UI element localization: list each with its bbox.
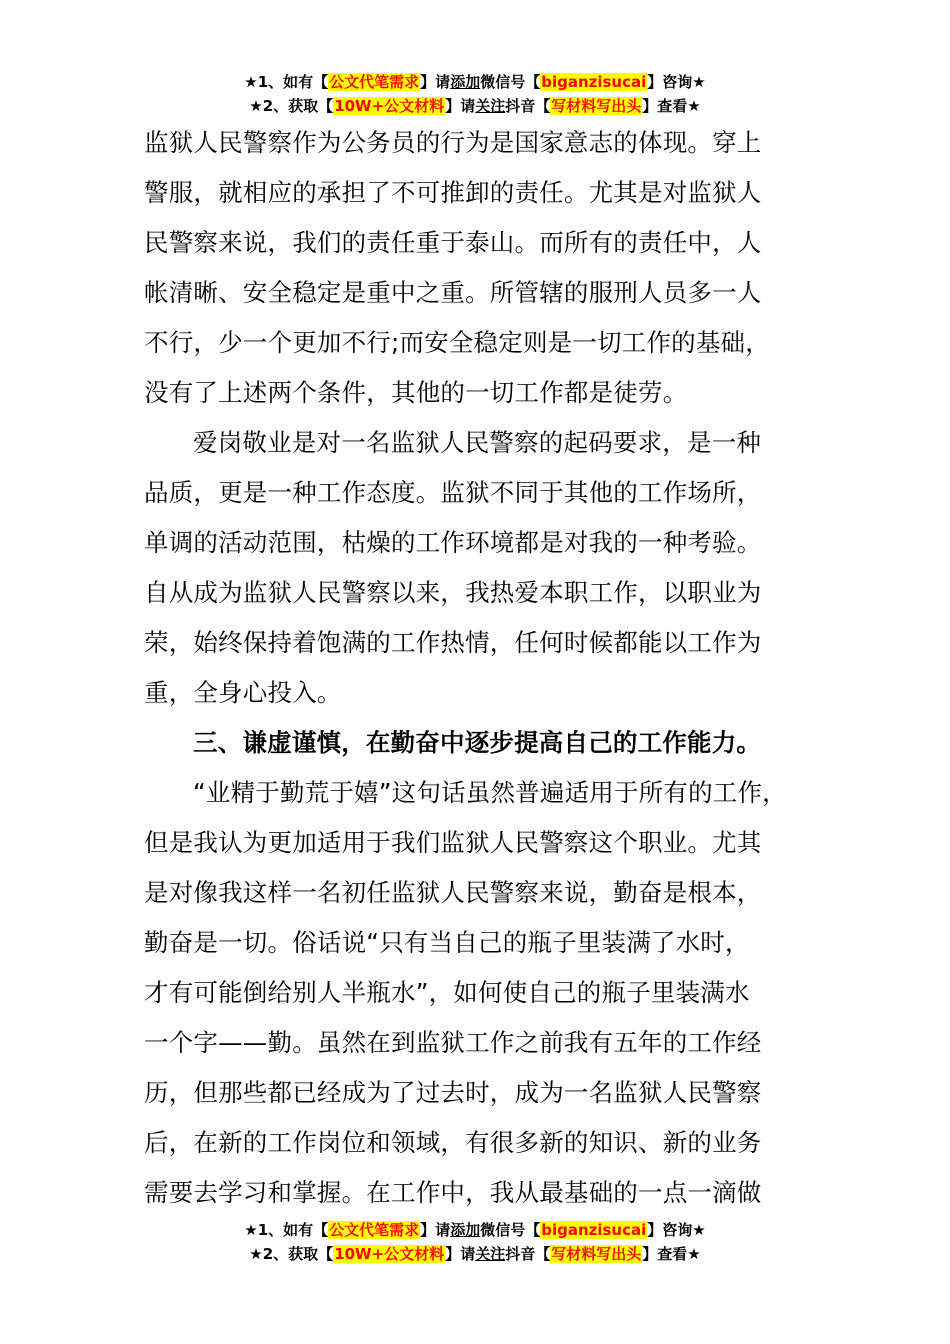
banner-highlight: biganzisucai — [541, 1221, 647, 1239]
body-line: 历，但那些都已经成为了过去时，成为一名监狱人民警察 — [144, 1078, 762, 1107]
banner-underlined: 关注 — [475, 1245, 506, 1263]
body-line: 品质，更是一种工作态度。监狱不同于其他的工作场所， — [144, 478, 762, 507]
section-heading: 三、谦虚谨慎，在勤奋中逐步提高自己的工作能力。 — [193, 728, 762, 757]
body-line: 帐清晰、安全稳定是重中之重。所管辖的服刑人员多一人 — [144, 278, 762, 307]
footer-banner — [0, 1218, 950, 1266]
banner-underlined: 关注 — [475, 97, 506, 115]
banner-text: 抖音【 — [505, 1245, 551, 1263]
body-line: 监狱人民警察作为公务员的行为是国家意志的体现。穿上 — [144, 128, 762, 157]
banner-text: 】请 — [420, 1221, 451, 1239]
banner-text: 】查看★ — [642, 97, 701, 115]
banner-text: 】咨询★ — [647, 1221, 706, 1239]
body-line: 一个字——勤。虽然在到监狱工作之前我有五年的工作经 — [144, 1028, 762, 1057]
banner-text: 】请 — [445, 1245, 476, 1263]
banner-line-2 — [0, 94, 950, 118]
banner-highlight: 10W+公文材料 — [334, 1245, 445, 1263]
banner-text: ★1、如有【 — [244, 1221, 329, 1239]
banner-line-1 — [0, 70, 950, 94]
body-line: 是对像我这样一名初任监狱人民警察来说，勤奋是根本， — [144, 878, 762, 907]
body-line: 勤奋是一切。俗话说“只有当自己的瓶子里装满了水时， — [144, 928, 750, 957]
banner-highlight: 写材料写出头 — [551, 97, 642, 115]
document-body — [144, 118, 814, 1218]
banner-text: 】查看★ — [642, 1245, 701, 1263]
body-line: 不行，少一个更加不行;而安全稳定则是一切工作的基础， — [144, 328, 770, 357]
banner-text: ★1、如有【 — [244, 73, 329, 91]
body-line: 但是我认为更加适用于我们监狱人民警察这个职业。尤其 — [144, 828, 762, 857]
body-line: 需要去学习和掌握。在工作中，我从最基础的一点一滴做 — [144, 1178, 762, 1207]
banner-line-2 — [0, 1242, 950, 1266]
banner-line-1 — [0, 1218, 950, 1242]
banner-text: ★2、获取【 — [249, 1245, 334, 1263]
banner-highlight: biganzisucai — [541, 73, 647, 91]
body-line: 没有了上述两个条件，其他的一切工作都是徒劳。 — [144, 378, 688, 407]
banner-text: 抖音【 — [505, 97, 551, 115]
banner-highlight: 公文代笔需求 — [329, 73, 420, 91]
banner-highlight: 10W+公文材料 — [334, 97, 445, 115]
body-line: 自从成为监狱人民警察以来，我热爱本职工作，以职业为 — [144, 578, 762, 607]
banner-text: ★2、获取【 — [249, 97, 334, 115]
body-line: 重，全身心投入。 — [144, 678, 342, 707]
banner-underlined: 添加 — [450, 73, 481, 91]
body-line: 荣，始终保持着饱满的工作热情，任何时候都能以工作为 — [144, 628, 762, 657]
body-line: 爱岗敬业是对一名监狱人民警察的起码要求，是一种 — [193, 428, 762, 457]
banner-text: 微信号【 — [480, 1221, 541, 1239]
body-line: 单调的活动范围，枯燥的工作环境都是对我的一种考验。 — [144, 528, 762, 557]
body-line: 才有可能倒给别人半瓶水”，如何使自己的瓶子里装满水 — [144, 978, 750, 1007]
body-line: 警服，就相应的承担了不可推卸的责任。尤其是对监狱人 — [144, 178, 762, 207]
body-line: “业精于勤荒于嬉”这句话虽然普遍适用于所有的工作， — [193, 778, 787, 807]
banner-text: 】请 — [445, 97, 476, 115]
header-banner — [0, 70, 950, 118]
banner-text: 微信号【 — [480, 73, 541, 91]
body-line: 民警察来说，我们的责任重于泰山。而所有的责任中，人 — [144, 228, 762, 257]
body-line: 后，在新的工作岗位和领域，有很多新的知识、新的业务 — [144, 1128, 762, 1157]
banner-text: 】咨询★ — [647, 73, 706, 91]
banner-highlight: 公文代笔需求 — [329, 1221, 420, 1239]
banner-underlined: 添加 — [450, 1221, 481, 1239]
banner-text: 】请 — [420, 73, 451, 91]
banner-highlight: 写材料写出头 — [551, 1245, 642, 1263]
